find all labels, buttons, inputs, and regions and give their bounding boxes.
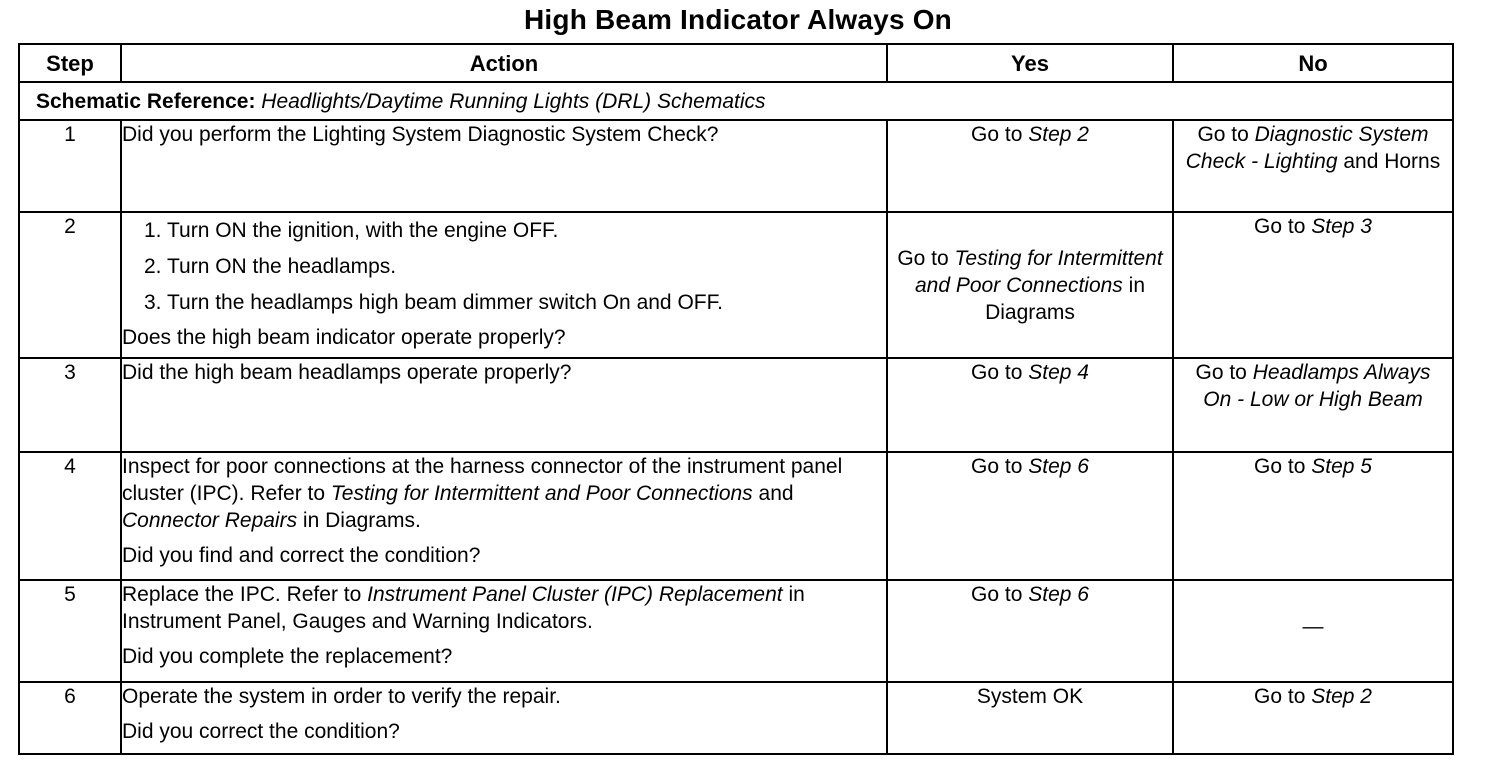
table-row xyxy=(19,580,1453,682)
no-suffix: and Horns xyxy=(1337,150,1441,173)
action-text: and xyxy=(752,482,794,505)
yes-result xyxy=(888,581,1172,610)
step-number: 2 xyxy=(19,212,121,358)
action-list-item: 1. Turn ON the ignition, with the engine OFF. xyxy=(144,219,559,242)
action-list-item: 2. Turn ON the headlamps. xyxy=(144,255,397,278)
no-result xyxy=(1174,453,1452,482)
action-cell xyxy=(121,358,887,452)
no-ref-link: Headlamps Always On - Low or High Beam xyxy=(1203,361,1431,411)
schematic-reference-row xyxy=(19,82,1453,120)
yes-cell xyxy=(887,682,1173,754)
yes-cell xyxy=(887,358,1173,452)
schematic-reference xyxy=(19,82,1453,120)
action-text: Inspect for poor connections at the harness connector of the instrument panel cluster (IPC). Refer to xyxy=(122,455,843,505)
no-result-dash: — xyxy=(1302,614,1324,638)
yes-step-link: Step 6 xyxy=(1028,583,1089,606)
no-prefix: Go to xyxy=(1254,215,1312,238)
yes-step-link: Step 4 xyxy=(1028,361,1089,384)
action-ref-link: Testing for Intermittent and Poor Connections xyxy=(330,482,753,505)
header-action: Action xyxy=(121,44,887,82)
yes-cell xyxy=(887,212,1173,358)
action-text: Replace the IPC. Refer to xyxy=(122,583,368,606)
yes-result xyxy=(888,245,1172,326)
table-row xyxy=(19,358,1453,452)
step-number: 6 xyxy=(19,682,121,754)
no-cell xyxy=(1173,682,1453,754)
no-cell xyxy=(1173,212,1453,358)
step-number: 4 xyxy=(19,452,121,580)
no-cell xyxy=(1173,580,1453,682)
action-instruction: Operate the system in order to verify the repair. xyxy=(122,685,561,708)
yes-result xyxy=(888,359,1172,388)
action-cell xyxy=(121,580,887,682)
no-result xyxy=(1174,683,1452,712)
header-yes: Yes xyxy=(887,44,1173,82)
action-question: Did you perform the Lighting System Diagnostic System Check? xyxy=(122,123,719,146)
action-text: in Instrument Panel, Gauges and Warning Indicators. xyxy=(122,583,805,633)
yes-result xyxy=(888,121,1172,150)
no-prefix: Go to xyxy=(1254,455,1312,478)
no-step-link: Step 3 xyxy=(1311,215,1372,238)
action-question: Did the high beam headlamps operate properly? xyxy=(122,361,572,384)
yes-suffix: in Diagrams xyxy=(985,273,1145,324)
action-cell xyxy=(121,120,887,212)
action-ref-link: Instrument Panel Cluster (IPC) Replacement xyxy=(367,583,783,606)
table-row xyxy=(19,212,1453,358)
yes-ref-link: Testing for Intermittent and Poor Connections xyxy=(915,246,1163,297)
step-number: 3 xyxy=(19,358,121,452)
yes-cell xyxy=(887,580,1173,682)
diagnostic-table xyxy=(18,43,1454,755)
action-question: Does the high beam indicator operate properly? xyxy=(122,326,566,349)
yes-step-link: Step 2 xyxy=(1028,123,1089,146)
no-cell xyxy=(1173,120,1453,212)
no-step-link: Step 5 xyxy=(1311,455,1372,478)
schematic-reference-link: Headlights/Daytime Running Lights (DRL) Schematics xyxy=(261,89,766,113)
action-cell xyxy=(121,212,887,358)
action-cell xyxy=(121,452,887,580)
page-title: High Beam Indicator Always On xyxy=(524,4,952,35)
no-result xyxy=(1174,121,1452,175)
action-text: in Diagrams. xyxy=(297,509,421,532)
action-question: Did you correct the condition? xyxy=(122,720,400,743)
yes-prefix: Go to xyxy=(971,123,1029,146)
no-cell xyxy=(1173,358,1453,452)
schematic-reference-label: Schematic Reference: xyxy=(36,89,256,113)
no-step-link: Step 2 xyxy=(1311,685,1372,708)
yes-result xyxy=(888,453,1172,482)
table-header-row xyxy=(19,44,1453,82)
yes-cell xyxy=(887,120,1173,212)
no-prefix: Go to xyxy=(1195,361,1253,384)
table-row xyxy=(19,452,1453,580)
no-ref-link: Diagnostic System Check - Lighting xyxy=(1185,123,1429,173)
no-result xyxy=(1174,213,1452,242)
action-instruction xyxy=(122,581,886,635)
action-question: Did you complete the replacement? xyxy=(122,645,453,668)
step-number: 1 xyxy=(19,120,121,212)
table-row xyxy=(19,120,1453,212)
action-ref-link: Connector Repairs xyxy=(122,509,298,532)
header-no: No xyxy=(1173,44,1453,82)
action-instruction xyxy=(122,453,886,534)
action-question: Did you find and correct the condition? xyxy=(122,544,481,567)
yes-prefix: Go to xyxy=(971,361,1029,384)
yes-step-link: Step 6 xyxy=(1028,455,1089,478)
header-step: Step xyxy=(19,44,121,82)
table-row xyxy=(19,682,1453,754)
action-list-item: 3. Turn the headlamps high beam dimmer switch On and OFF. xyxy=(144,291,723,314)
no-result xyxy=(1174,359,1452,413)
yes-prefix: Go to xyxy=(971,583,1029,606)
action-cell xyxy=(121,682,887,754)
yes-cell xyxy=(887,452,1173,580)
yes-prefix: Go to xyxy=(897,246,955,270)
yes-prefix: Go to xyxy=(971,455,1029,478)
no-cell xyxy=(1173,452,1453,580)
yes-result: System OK xyxy=(976,685,1084,708)
no-prefix: Go to xyxy=(1197,123,1255,146)
no-prefix: Go to xyxy=(1254,685,1312,708)
step-number: 5 xyxy=(19,580,121,682)
